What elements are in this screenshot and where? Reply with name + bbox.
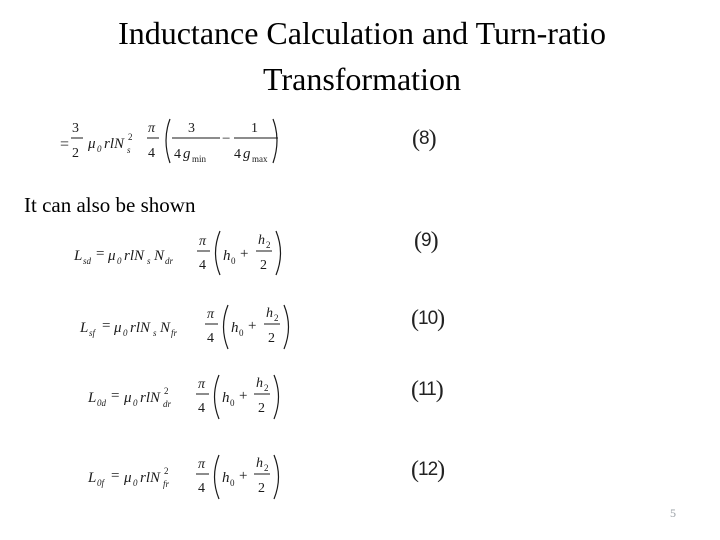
svg-text:dr: dr bbox=[165, 256, 174, 266]
svg-text:rlN: rlN bbox=[140, 470, 161, 486]
right-paren bbox=[273, 119, 277, 163]
svg-text:+: + bbox=[248, 318, 257, 334]
slide-title bbox=[0, 10, 720, 102]
svg-text:2: 2 bbox=[128, 132, 133, 142]
svg-text:2: 2 bbox=[258, 481, 265, 496]
left-paren bbox=[166, 119, 170, 163]
svg-text:h: h bbox=[256, 456, 263, 471]
svg-text:g: g bbox=[183, 146, 191, 162]
svg-text:4: 4 bbox=[198, 481, 205, 496]
lhs-symbol: L bbox=[80, 320, 89, 336]
svg-text:4: 4 bbox=[198, 401, 205, 416]
svg-text:s: s bbox=[153, 328, 157, 338]
equation-number-8: (8) bbox=[412, 126, 436, 152]
svg-text:2: 2 bbox=[266, 240, 271, 250]
svg-text:max: max bbox=[252, 154, 268, 164]
svg-text:h: h bbox=[222, 470, 230, 486]
svg-text:h: h bbox=[222, 390, 230, 406]
lhs-subscript: 0d bbox=[97, 398, 106, 408]
svg-text:0: 0 bbox=[133, 478, 138, 488]
svg-text:2: 2 bbox=[258, 401, 265, 416]
equation-number-12: (12) bbox=[411, 457, 445, 483]
slide-title-line-2: Transformation bbox=[263, 61, 461, 97]
svg-text:=: = bbox=[102, 318, 111, 334]
svg-text:2: 2 bbox=[274, 313, 279, 323]
svg-text:π: π bbox=[198, 377, 206, 392]
svg-text:s: s bbox=[147, 256, 151, 266]
lhs-symbol: L bbox=[74, 248, 83, 264]
svg-text:+: + bbox=[239, 468, 248, 484]
svg-text:2: 2 bbox=[164, 386, 169, 396]
svg-text:0: 0 bbox=[133, 398, 138, 408]
equals-sign: = bbox=[60, 136, 70, 153]
mu-zero: μ bbox=[88, 136, 96, 152]
svg-text:h: h bbox=[266, 306, 273, 321]
svg-text:μ: μ bbox=[124, 470, 132, 486]
svg-text:0: 0 bbox=[230, 398, 235, 408]
equation-8 bbox=[58, 116, 288, 172]
svg-text:rlN: rlN bbox=[130, 320, 151, 336]
svg-text:μ: μ bbox=[114, 320, 122, 336]
pi-symbol: π bbox=[148, 121, 156, 136]
svg-text:4: 4 bbox=[234, 147, 241, 162]
lhs-subscript: sd bbox=[83, 256, 92, 266]
svg-text:h: h bbox=[256, 376, 263, 391]
svg-text:rlN: rlN bbox=[140, 390, 161, 406]
svg-text:=: = bbox=[96, 246, 105, 262]
svg-text:h: h bbox=[231, 320, 239, 336]
svg-text:N: N bbox=[160, 320, 171, 336]
svg-text:4: 4 bbox=[207, 331, 214, 346]
svg-text:h: h bbox=[258, 233, 265, 248]
slide-title-line-1: Inductance Calculation and Turn-ratio bbox=[118, 15, 606, 51]
svg-text:min: min bbox=[192, 154, 207, 164]
svg-text:dr: dr bbox=[163, 399, 172, 409]
svg-text:1: 1 bbox=[251, 121, 258, 136]
svg-text:4: 4 bbox=[199, 258, 206, 273]
svg-text:3: 3 bbox=[188, 121, 195, 136]
equation-12 bbox=[88, 453, 288, 505]
lhs-symbol: L bbox=[88, 390, 97, 406]
subtitle-text: It can also be shown bbox=[24, 193, 196, 217]
lhs-subscript: sf bbox=[89, 328, 96, 338]
svg-text:π: π bbox=[207, 307, 215, 322]
lhs-symbol: L bbox=[88, 470, 97, 486]
svg-text:h: h bbox=[223, 248, 231, 264]
svg-text:0: 0 bbox=[230, 478, 235, 488]
svg-text:0: 0 bbox=[239, 328, 244, 338]
svg-text:=: = bbox=[111, 468, 120, 484]
svg-text:+: + bbox=[239, 388, 248, 404]
svg-text:π: π bbox=[198, 457, 206, 472]
svg-text:2: 2 bbox=[260, 258, 267, 273]
equation-number-9: (9) bbox=[414, 228, 438, 254]
svg-text:0: 0 bbox=[117, 256, 122, 266]
svg-text:g: g bbox=[243, 146, 251, 162]
svg-text:2: 2 bbox=[268, 331, 275, 346]
svg-text:μ: μ bbox=[108, 248, 116, 264]
svg-text:fr: fr bbox=[171, 328, 178, 338]
svg-text:0: 0 bbox=[123, 328, 128, 338]
equation-9 bbox=[74, 229, 304, 281]
equation-11 bbox=[88, 373, 288, 425]
svg-text:−: − bbox=[222, 131, 231, 147]
equation-number-11: (11) bbox=[411, 377, 443, 403]
page-number: 5 bbox=[670, 506, 676, 520]
svg-text:rlN: rlN bbox=[124, 248, 145, 264]
coef-numerator: 3 bbox=[72, 121, 79, 136]
svg-text:=: = bbox=[111, 388, 120, 404]
svg-text:0: 0 bbox=[231, 256, 236, 266]
coef-denominator: 2 bbox=[72, 146, 79, 161]
svg-text:2: 2 bbox=[164, 466, 169, 476]
svg-text:4: 4 bbox=[174, 147, 181, 162]
svg-text:2: 2 bbox=[264, 463, 269, 473]
svg-text:4: 4 bbox=[148, 146, 155, 161]
svg-text:N: N bbox=[154, 248, 165, 264]
equation-10 bbox=[80, 303, 310, 355]
svg-text:fr: fr bbox=[163, 479, 170, 489]
svg-text:0: 0 bbox=[97, 144, 102, 154]
svg-text:μ: μ bbox=[124, 390, 132, 406]
svg-text:+: + bbox=[240, 246, 249, 262]
svg-text:2: 2 bbox=[264, 383, 269, 393]
svg-text:π: π bbox=[199, 234, 207, 249]
product-term: rlN bbox=[104, 136, 125, 152]
lhs-subscript: 0f bbox=[97, 478, 105, 488]
equation-number-10: (10) bbox=[411, 306, 445, 332]
svg-text:s: s bbox=[127, 145, 131, 155]
